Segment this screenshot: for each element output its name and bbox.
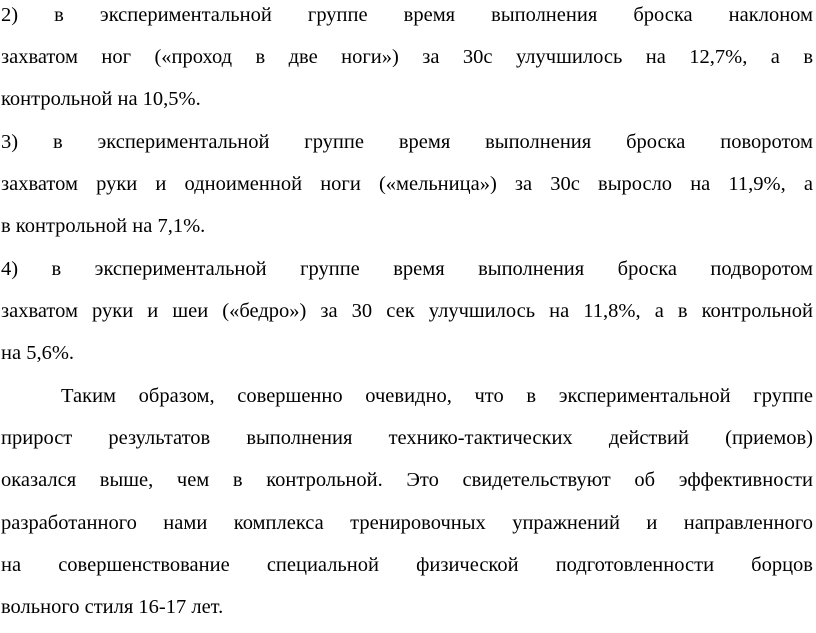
conclusion-line-6: вольного стиля 16-17 лет. [1,596,224,618]
item-3-line-1: 3) в экспериментальной группе время выполнения броска поворотом [1,131,813,153]
item-4-line-3: на 5,6%. [1,342,75,364]
conclusion-line-5: на совершенствование специальной физической подготовленности борцов [1,554,813,576]
item-2-line-2: захватом ног («проход в две ноги») за 30с улучшилось на 12,7%, а в [1,46,813,68]
item-2-line-1: 2) в экспериментальной группе время выполнения броска наклоном [1,4,813,26]
item-4-line-1: 4) в экспериментальной группе время выполнения броска подворотом [1,258,813,280]
item-2-line-3: контрольной на 10,5%. [1,88,201,110]
conclusion-line-1: Таким образом, совершенно очевидно, что в экспериментальной группе [61,385,813,407]
item-3-line-2: захватом руки и одноименной ноги («мельница») за 30с выросло на 11,9%, а [1,173,813,195]
conclusion-line-4: разработанного нами комплекса тренировочных упражнений и направленного [1,512,813,534]
item-4-line-2: захватом руки и шеи («бедро») за 30 сек улучшилось на 11,8%, а в контрольной [1,300,813,322]
conclusion-line-2: прирост результатов выполнения технико-тактических действий (приемов) [1,427,813,449]
item-3-line-3: в контрольной на 7,1%. [1,215,206,237]
conclusion-line-3: оказался выше, чем в контрольной. Это свидетельствуют об эффективности [1,469,813,491]
